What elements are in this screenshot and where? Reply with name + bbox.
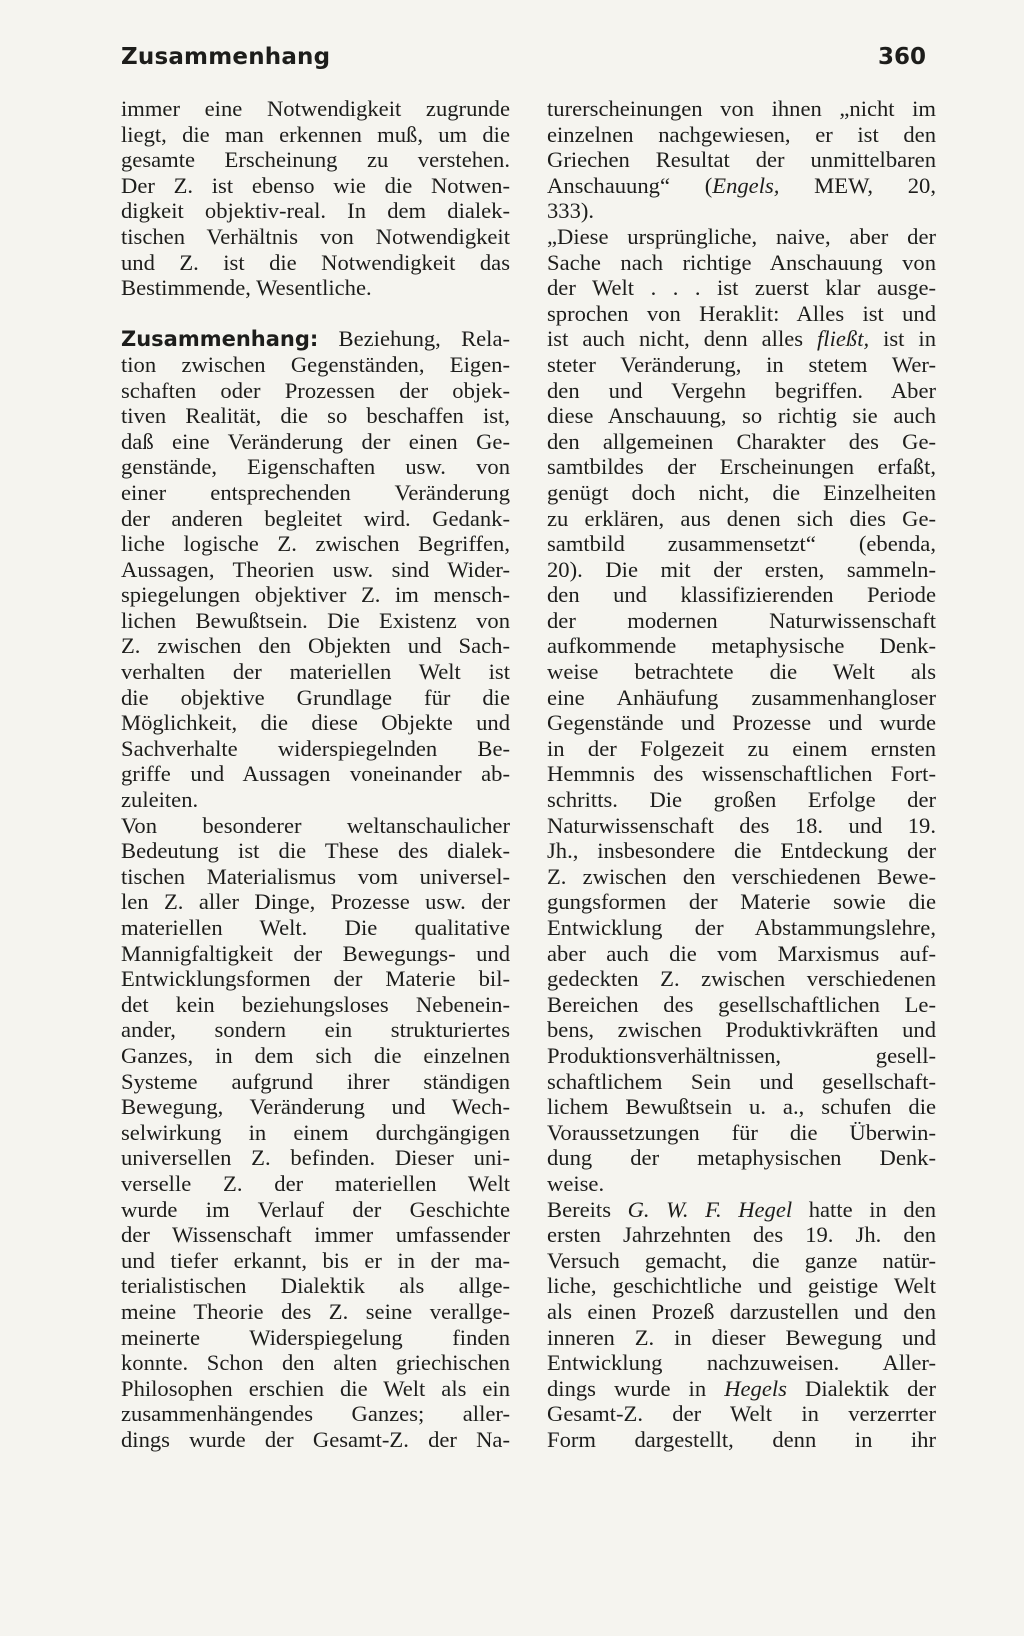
line-text: Philosophen erschien die Welt als ein (121, 1375, 510, 1401)
italic-text: G. W. F. Hegel (627, 1196, 793, 1222)
line-text: meinerte Widerspiegelung finden (121, 1324, 510, 1350)
text-line (547, 480, 936, 506)
line-text: genstände, Eigenschaften usw. von (121, 454, 510, 480)
right-column (547, 96, 936, 1452)
text-line (121, 122, 510, 148)
text-line (547, 557, 936, 583)
line-text: hatte in den (792, 1196, 936, 1222)
text-line (547, 787, 936, 813)
line-text: steter Veränderung, in stetem Wer- (547, 351, 936, 377)
line-text: Produktionsverhältnissen, gesell- (547, 1042, 936, 1068)
text-line (121, 889, 510, 915)
line-text: der Wissenschaft immer umfassender (121, 1222, 510, 1248)
text-line (121, 941, 510, 967)
line-text: weise betrachtete die Welt als (547, 659, 936, 685)
line-text: Anschauung“ ( (547, 172, 713, 198)
line-text: tion zwischen Gegenständen, Eigen- (121, 351, 510, 377)
line-text: liche, geschichtliche und geistige Welt (547, 1273, 936, 1299)
text-line (547, 1069, 936, 1095)
text-line (547, 659, 936, 685)
text-line (547, 224, 936, 250)
text-line (121, 352, 510, 378)
line-text: schritts. Die großen Erfolge der (547, 787, 936, 813)
line-text: inneren Z. in dieser Bewegung und (547, 1324, 936, 1350)
line-text: Sachverhalte widerspiegelnden Be- (121, 735, 510, 761)
text-line (547, 992, 936, 1018)
text-line (547, 582, 936, 608)
page-number: 360 (877, 44, 926, 70)
line-text: 333). (547, 198, 595, 224)
line-text: Bewegung, Veränderung und Wech- (121, 1094, 510, 1120)
text-line (121, 761, 510, 787)
line-text: selwirkung in einem durchgängigen (121, 1119, 510, 1145)
line-text: terialistischen Dialektik als allge- (121, 1273, 510, 1299)
text-line (121, 659, 510, 685)
line-text: zu erklären, aus denen sich dies Ge- (547, 505, 936, 531)
text-line (547, 147, 936, 173)
text-line (547, 864, 936, 890)
line-text: tischen Materialismus vom universel- (121, 863, 510, 889)
line-text: und tiefer erkannt, bis er in der ma- (121, 1247, 510, 1273)
line-text: der Welt . . . ist zuerst klar ausge- (547, 275, 936, 301)
text-line (121, 96, 510, 122)
line-text: digkeit objektiv-real. In dem dialek- (121, 198, 510, 224)
line-text: Bereits (547, 1196, 628, 1222)
text-line (121, 480, 510, 506)
text-line (121, 1376, 510, 1402)
text-line (547, 1248, 936, 1274)
text-line (547, 1350, 936, 1376)
text-line (547, 915, 936, 941)
line-text: ander, sondern ein strukturiertes (121, 1017, 510, 1043)
text-line (121, 736, 510, 762)
text-line (547, 1197, 936, 1223)
text-line (547, 173, 936, 199)
line-text: dings wurde der Gesamt-Z. der Na- (121, 1426, 510, 1452)
line-text: Entwicklungsformen der Materie bil- (121, 966, 510, 992)
line-text: Z. zwischen den Objekten und Sach- (121, 633, 510, 659)
line-text: Form dargestellt, denn in ihr (547, 1426, 936, 1452)
text-line (547, 1017, 936, 1043)
text-line (121, 1273, 510, 1299)
text-line (547, 1043, 936, 1069)
line-text: zuleiten. (121, 787, 199, 813)
text-line (121, 1145, 510, 1171)
text-line (547, 941, 936, 967)
left-column (121, 96, 510, 1452)
line-text: Bestimmende, Wesentliche. (121, 275, 372, 301)
line-text: Aussagen, Theorien usw. sind Wider- (121, 556, 510, 582)
line-text: Möglichkeit, die diese Objekte und (121, 710, 510, 736)
line-text: Griechen Resultat der unmittelbaren (547, 147, 936, 173)
text-line (121, 147, 510, 173)
text-line (547, 889, 936, 915)
line-text: det kein beziehungsloses Nebenein- (121, 991, 510, 1017)
text-line (121, 1171, 510, 1197)
line-text: tischen Verhältnis von Notwendigkeit (121, 223, 510, 249)
line-text: Voraussetzungen für die Überwin- (547, 1119, 936, 1145)
line-text: Mannigfaltigkeit der Bewegungs- und (121, 940, 510, 966)
line-text: MEW, 20, (779, 172, 936, 198)
line-text: Ganzes, in dem sich die einzelnen (121, 1042, 510, 1068)
text-line (121, 1017, 510, 1043)
text-line (121, 1069, 510, 1095)
text-line (121, 506, 510, 532)
text-line (121, 633, 510, 659)
text-line (547, 1427, 936, 1453)
line-text: aufkommende metaphysische Denk- (547, 633, 936, 659)
text-line (121, 326, 510, 352)
text-line (121, 582, 510, 608)
line-text: einer entsprechenden Veränderung (121, 479, 510, 505)
text-line (121, 813, 510, 839)
text-line (547, 96, 936, 122)
line-text: Entwicklung der Abstammungslehre, (547, 915, 936, 940)
line-text: gesamte Erscheinung zu verstehen. (121, 147, 510, 173)
line-text: meine Theorie des Z. seine verallge- (121, 1298, 510, 1324)
text-line (121, 864, 510, 890)
line-text: Bedeutung ist die These des dialek- (121, 838, 510, 864)
text-line (121, 275, 510, 301)
line-text: den und Vergehn begriffen. Aber (547, 377, 936, 403)
text-line (121, 531, 510, 557)
line-text: und Z. ist die Notwendigkeit das (121, 249, 510, 275)
line-text: gungsformen der Materie sowie die (547, 889, 936, 915)
line-text: materiellen Welt. Die qualitative (121, 915, 510, 940)
text-line (121, 915, 510, 941)
line-text: Von besonderer weltanschaulicher (121, 812, 510, 838)
text-line (121, 403, 510, 429)
line-text: die objektive Grundlage für die (121, 684, 510, 710)
text-line (547, 838, 936, 864)
line-text: Entwicklung nachzuweisen. Aller- (547, 1350, 936, 1376)
text-line (121, 710, 510, 736)
text-line (547, 275, 936, 301)
text-line (121, 173, 510, 199)
text-line (547, 1145, 936, 1171)
text-line (121, 966, 510, 992)
line-text: Bereichen des gesellschaftlichen Le- (547, 991, 936, 1017)
line-text: griffe und Aussagen voneinander ab- (121, 761, 510, 787)
text-line (121, 1197, 510, 1223)
line-text: verselle Z. der materiellen Welt (121, 1170, 510, 1196)
line-text: Systeme aufgrund ihrer ständigen (121, 1068, 510, 1094)
text-line (547, 608, 936, 634)
text-line (547, 531, 936, 557)
text-line (547, 736, 936, 762)
entry-keyword: Zusammenhang: (121, 327, 319, 352)
line-text: samtbild zusammensetzt“ (ebenda, (547, 531, 936, 557)
text-line (547, 1273, 936, 1299)
line-text: Hemmnis des wissenschaftlichen Fort- (547, 761, 936, 787)
line-text: bens, zwischen Produktivkräften und (547, 1017, 936, 1043)
line-text: Versuch gemacht, die ganze natür- (547, 1247, 936, 1273)
text-line (121, 1325, 510, 1351)
line-text: Dialektik der (786, 1375, 936, 1401)
text-line (547, 1299, 936, 1325)
line-text: immer eine Notwendigkeit zugrunde (121, 96, 510, 121)
text-line (121, 1350, 510, 1376)
line-text: konnte. Schon den alten griechischen (121, 1350, 510, 1376)
text-line (547, 1094, 936, 1120)
text-line (121, 557, 510, 583)
line-text: liegt, die man erkennen muß, um die (121, 121, 510, 147)
italic-text: Hegels (724, 1375, 787, 1401)
line-text: den allgemeinen Charakter des Ge- (547, 428, 936, 454)
text-line (547, 378, 936, 404)
text-line (121, 992, 510, 1018)
text-line (547, 122, 936, 148)
text-line (121, 198, 510, 224)
text-line (121, 378, 510, 404)
line-text: weise. (547, 1170, 605, 1196)
text-line (121, 224, 510, 250)
line-text: Gesamt-Z. der Welt in verzerrter (547, 1401, 936, 1427)
text-line (121, 429, 510, 455)
line-text: tiven Realität, die so beschaffen ist, (121, 403, 510, 429)
line-text: lichen Bewußtsein. Die Existenz von (121, 607, 510, 633)
page-header (121, 44, 926, 84)
line-text: universellen Z. befinden. Dieser uni- (121, 1145, 510, 1171)
text-line (547, 1120, 936, 1146)
line-text: samtbildes der Erscheinungen erfaßt, (547, 454, 936, 480)
text-line (547, 301, 936, 327)
text-line (547, 1171, 936, 1197)
text-line (121, 838, 510, 864)
line-text: „Diese ursprüngliche, naive, aber der (547, 223, 936, 249)
line-text: turerscheinungen von ihnen „nicht im (547, 96, 936, 121)
text-line (547, 454, 936, 480)
line-text: Jh., insbesondere die Entdeckung der (547, 838, 936, 864)
line-text: ist in (869, 326, 936, 352)
line-text: verhalten der materiellen Welt ist (121, 659, 510, 685)
line-text: Gegenstände und Prozesse und wurde (547, 710, 936, 736)
line-text: dung der metaphysischen Denk- (547, 1145, 936, 1171)
line-text: genügt doch nicht, die Einzelheiten (547, 479, 936, 505)
line-text: gedeckten Z. zwischen verschiedenen (547, 966, 936, 992)
text-line (547, 761, 936, 787)
text-line (121, 1299, 510, 1325)
line-text: als einen Prozeß darzustellen und den (547, 1298, 936, 1324)
line-text: Z. zwischen den verschiedenen Bewe- (547, 863, 936, 889)
text-line (121, 1043, 510, 1069)
text-line (121, 250, 510, 276)
line-text: aber auch die vom Marxismus auf- (547, 940, 936, 966)
text-line (121, 1401, 510, 1427)
text-line (121, 608, 510, 634)
text-line (547, 403, 936, 429)
text-line (547, 352, 936, 378)
line-text: dings wurde in (547, 1375, 725, 1401)
italic-text: fließt, (817, 326, 870, 352)
line-text: lichem Bewußtsein u. a., schufen die (547, 1094, 936, 1120)
text-line (547, 710, 936, 736)
line-text: einzelnen nachgewiesen, er ist den (547, 121, 936, 147)
line-text: in der Folgezeit zu einem ernsten (547, 735, 936, 761)
text-line (121, 1094, 510, 1120)
text-line (547, 1222, 936, 1248)
text-line (547, 966, 936, 992)
text-line (121, 787, 510, 813)
line-text: ist auch nicht, denn alles (547, 326, 818, 352)
italic-text: Engels, (712, 172, 780, 198)
text-line (121, 1248, 510, 1274)
text-line (547, 429, 936, 455)
line-text: Beziehung, Rela- (318, 326, 510, 352)
text-line (121, 1120, 510, 1146)
line-text: Sache nach richtige Anschauung von (547, 249, 936, 275)
text-line (547, 326, 936, 352)
line-text: spiegelungen objektiver Z. im mensch- (121, 582, 510, 608)
line-text: len Z. aller Dinge, Prozesse usw. der (121, 889, 510, 915)
line-text: der anderen begleitet wird. Gedank- (121, 505, 510, 531)
line-text: schaften oder Prozessen der objek- (121, 377, 510, 403)
text-line (121, 454, 510, 480)
line-text: liche logische Z. zwischen Begriffen, (121, 531, 510, 557)
line-text: schaftlichem Sein und gesellschaft- (547, 1068, 936, 1094)
line-text: zusammenhängendes Ganzes; aller- (121, 1401, 510, 1427)
text-line (547, 198, 936, 224)
running-head: Zusammenhang (121, 44, 331, 70)
text-line (547, 633, 936, 659)
line-text: der modernen Naturwissenschaft (547, 607, 936, 633)
text-line (547, 813, 936, 839)
line-text: Naturwissenschaft des 18. und 19. (547, 812, 936, 838)
line-text: eine Anhäufung zusammenhangloser (547, 684, 936, 710)
text-line (547, 506, 936, 532)
text-line (121, 1427, 510, 1453)
text-line (547, 1401, 936, 1427)
line-text: wurde im Verlauf der Geschichte (121, 1196, 510, 1222)
line-text: ersten Jahrzehnten des 19. Jh. den (547, 1222, 936, 1248)
line-text: daß eine Veränderung der einen Ge- (121, 428, 510, 454)
text-line (547, 1376, 936, 1402)
text-line (547, 1325, 936, 1351)
line-text: den und klassifizierenden Periode (547, 582, 936, 608)
text-line (547, 250, 936, 276)
text-line (121, 685, 510, 711)
line-text: sprochen von Heraklit: Alles ist und (547, 300, 936, 326)
line-text: diese Anschauung, so richtig sie auch (547, 403, 936, 429)
text-line (121, 1222, 510, 1248)
line-text: 20). Die mit der ersten, sammeln- (547, 556, 936, 582)
line-text: Der Z. ist ebenso wie die Notwen- (121, 172, 510, 198)
text-line (547, 685, 936, 711)
paragraph-gap (121, 301, 510, 327)
